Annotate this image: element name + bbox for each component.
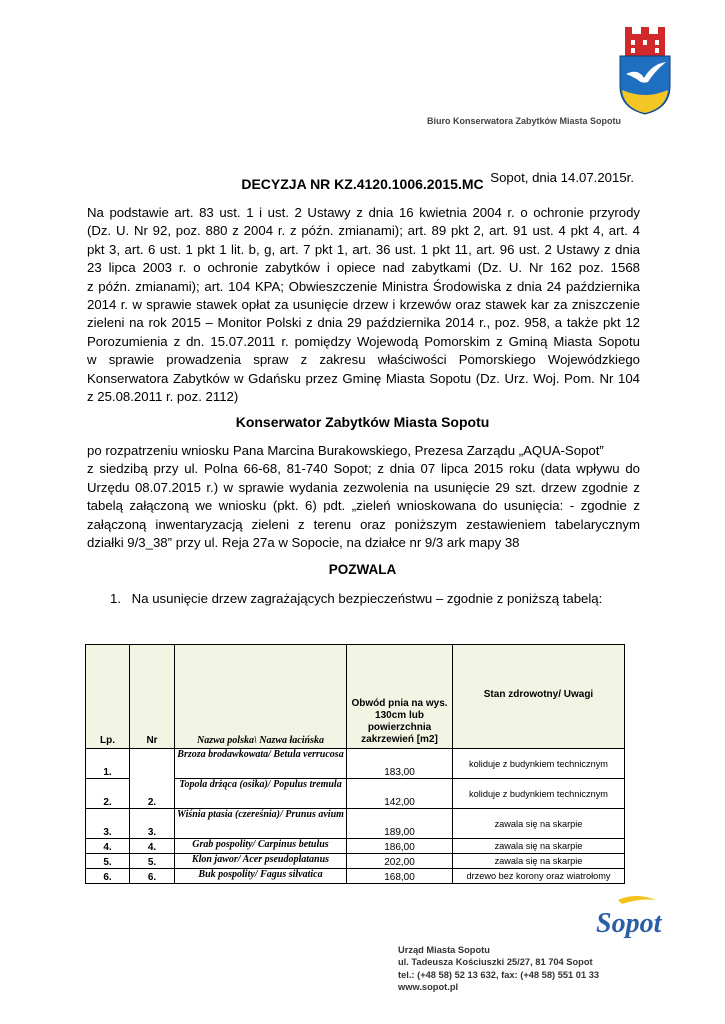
cell-name: Brzoza brodawkowata/ Betula verrucosa bbox=[175, 749, 347, 779]
header-lp: Lp. bbox=[86, 645, 130, 749]
table-row bbox=[86, 854, 625, 869]
cell-lp: 6. bbox=[86, 869, 130, 884]
table-row bbox=[86, 749, 625, 779]
cell-name: Klon jawor/ Acer pseudoplatanus bbox=[175, 854, 347, 869]
considering-line: po rozpatrzeniu wniosku Pana Marcina Burakowskiego, Prezesa Zarządu „AQUA-Sopot” bbox=[87, 443, 604, 458]
cell-note: koliduje z budynkiem technicznym bbox=[453, 749, 625, 779]
sopot-logo-text: Sopot bbox=[596, 908, 662, 939]
cell-lp: 5. bbox=[86, 854, 130, 869]
legal-basis-paragraph bbox=[87, 204, 640, 406]
legal-basis-line: w sprawie prowadzenia spraw z zakresu właściwości Pomorskiego Wojewódzkiego bbox=[87, 352, 640, 368]
cell-name: Wiśnia ptasia (czereśnia)/ Prunus avium bbox=[175, 809, 347, 839]
office-header: Biuro Konserwatora Zabytków Miasta Sopotu bbox=[426, 116, 621, 126]
header-name: Nazwa polska\ Nazwa łacińska bbox=[175, 645, 347, 749]
header-status: Stan zdrowotny/ Uwagi bbox=[453, 645, 625, 749]
legal-basis-line: z 25.08.2011 r. poz. 2112) bbox=[87, 389, 239, 405]
cell-lp: 1. bbox=[86, 749, 130, 779]
legal-basis-line: (Dz. U. Nr 92, poz. 880 z 2004 r. z późn. zmianami); art. 89 pkt 2, art. 91 ust. 4 pkt 4, art. 4 bbox=[87, 223, 640, 239]
point-1-number: 1. bbox=[110, 591, 121, 606]
cell-note: koliduje z budynkiem technicznym bbox=[453, 779, 625, 809]
footer bbox=[398, 944, 599, 993]
cell-name: Buk pospolity/ Fagus silvatica bbox=[175, 869, 347, 884]
legal-basis-line: z późn. zmianami); art. 104 KPA; Obwieszczenie Ministra Środowiska z dnia 24 października bbox=[87, 278, 640, 294]
header-circumference: Obwód pnia na wys. 130cm lub powierzchnia zakrzewień [m2] bbox=[347, 645, 453, 749]
cell-nr: 4. bbox=[130, 839, 175, 854]
considering-line: Urzędu 08.07.2015 r.) w sprawie wydania zezwolenia na usunięcie 29 szt. drzew zgodnie z bbox=[87, 479, 640, 495]
cell-value: 168,00 bbox=[347, 869, 453, 884]
header-nr: Nr bbox=[130, 645, 175, 749]
footer-office-name: Urząd Miasta Sopotu bbox=[398, 945, 490, 955]
cell-lp: 3. bbox=[86, 809, 130, 839]
considering-line: tabelą załączoną we wniosku (pkt. 6) pdt. „zieleń wnioskowana do usunięcia: - zgodnie z bbox=[87, 498, 640, 514]
considering-line: z siedzibą przy ul. Polna 66-68, 81-740 Sopot; z dnia 07 lipca 2015 roku (data wpływu do bbox=[87, 461, 640, 477]
cell-nr: 2. bbox=[130, 749, 175, 809]
considering-paragraph bbox=[87, 442, 640, 552]
cell-value: 202,00 bbox=[347, 854, 453, 869]
cell-note: zawala się na skarpie bbox=[453, 809, 625, 839]
point-1-text: Na usunięcie drzew zagrażających bezpieczeństwu – zgodnie z poniższą tabelą: bbox=[131, 591, 603, 606]
table-header-row bbox=[86, 645, 625, 749]
cell-nr: 3. bbox=[130, 809, 175, 839]
legal-basis-line: 2014 r. w sprawie stawek opłat za usunięcie drzew i krzewów oraz stawek kar za zniszczenie bbox=[87, 297, 640, 313]
cell-value: 189,00 bbox=[347, 809, 453, 839]
footer-address: ul. Tadeusza Kościuszki 25/27, 81 704 Sopot bbox=[398, 957, 593, 968]
decision-title: DECYZJA NR KZ.4120.1006.2015.MC bbox=[241, 176, 484, 192]
point-1 bbox=[110, 591, 602, 606]
table-row bbox=[86, 809, 625, 839]
table-row bbox=[86, 869, 625, 884]
cell-value: 183,00 bbox=[347, 749, 453, 779]
legal-basis-line: Na podstawie art. 83 ust. 1 i ust. 2 Ustawy z dnia 16 kwietnia 2004 r. o ochronie przyrody bbox=[87, 205, 640, 220]
cell-nr: 6. bbox=[130, 869, 175, 884]
trees-table bbox=[85, 644, 625, 884]
legal-basis-line: pkt 3, art. 6 ust. 1 pkt 1 lit. b, g, art. 7 pkt 1, art. 36 ust. 1 pkt 11, art. 96 ust. 2 Ustawy z dnia bbox=[87, 241, 640, 257]
cell-lp: 2. bbox=[86, 779, 130, 809]
cell-value: 142,00 bbox=[347, 779, 453, 809]
cell-note: zawala się na skarpie bbox=[453, 839, 625, 854]
footer-phone: tel.: (+48 58) 52 13 632, fax: (+48 58) 551 01 33 bbox=[398, 969, 600, 980]
sopot-logo-icon bbox=[592, 892, 664, 940]
cell-name: Grab pospolity/ Carpinus betulus bbox=[175, 839, 347, 854]
considering-line: załączoną inwentaryzacją zieleni z terenu oraz poniższym zestawieniem tabelarycznym bbox=[87, 516, 640, 532]
legal-basis-line: Konserwatora Zabytków w Gdańsku przez Gminę Miasta Sopotu (Dz. Urz. Woj. Pom. Nr 104 bbox=[87, 370, 640, 386]
cell-name: Topola drżąca (osika)/ Populus tremula bbox=[175, 779, 347, 809]
cell-note: zawala się na skarpie bbox=[453, 854, 625, 869]
permits-heading: POZWALA bbox=[328, 562, 397, 577]
footer-website[interactable]: www.sopot.pl bbox=[398, 981, 459, 992]
cell-lp: 4. bbox=[86, 839, 130, 854]
authority-heading: Konserwator Zabytków Miasta Sopotu bbox=[235, 414, 490, 430]
considering-line: działki 9/3_38” przy ul. Reja 27a w Sopocie, na działce nr 9/3 ark mapy 38 bbox=[87, 535, 520, 551]
table-row bbox=[86, 839, 625, 854]
sopot-coat-of-arms-icon bbox=[616, 24, 674, 116]
cell-nr: 5. bbox=[130, 854, 175, 869]
legal-basis-line: Porozumienia z dn. 15.07.2011 r. pomiędzy Wojewodą Pomorskim z Gminą Miasta Sopotu bbox=[87, 333, 640, 349]
cell-note: drzewo bez korony oraz wiatrołomy bbox=[453, 869, 625, 884]
cell-value: 186,00 bbox=[347, 839, 453, 854]
legal-basis-line: 23 lipca 2003 r. o ochronie zabytków i opiece nad zabytkami (Dz. U. Nr 162 poz. 1568 bbox=[87, 260, 640, 276]
place-and-date: Sopot, dnia 14.07.2015r. bbox=[490, 170, 634, 185]
legal-basis-line: zieleni na rok 2015 – Monitor Polski z dnia 29 października 2014 r., poz. 958, a także pkt 12 bbox=[87, 315, 640, 331]
